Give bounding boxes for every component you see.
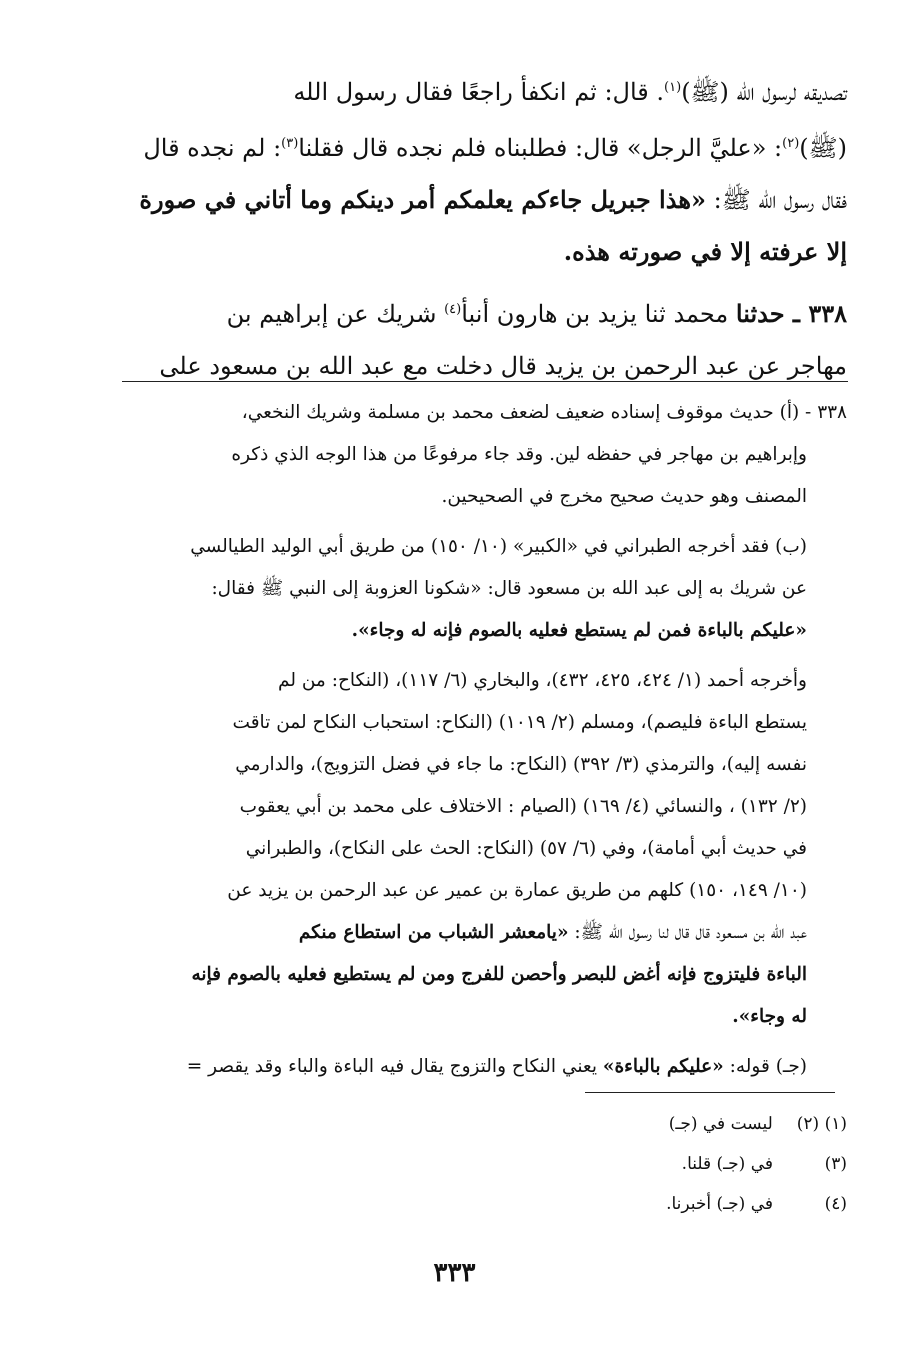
note-line: وإبراهيم بن مهاجر في حفظه لين. وقد جاء مرفوعًا من هذا الوجه الذي ذكره	[231, 444, 807, 465]
text-span: يعني النكاح والتزوج يقال فيه الباءة والباء وقد يقصر =	[186, 1056, 603, 1077]
main-line-1	[57, 62, 847, 118]
footnote	[247, 1184, 847, 1224]
hadith-quote: «هذا جبريل جاءكم يعلمكم أمر دينكم وما أتاني في صورة	[139, 185, 706, 214]
footnote-number: (٤)	[824, 1194, 847, 1214]
note-line: يستطع الباءة فليصم)، ومسلم (٢/ ١٠١٩) (النكاح: استحباب النكاح لمن تاقت	[232, 712, 807, 733]
text-span: عبد الله بن مسعود قال قال لنا رسول الله ﷺ:	[568, 922, 807, 943]
note-line: في حديث أبي أمامة)، وفي (٦/ ٥٧) (النكاح: الحث على النكاح)، والطبراني	[245, 838, 807, 859]
main-line-2	[57, 118, 847, 174]
note-line: عن شريك به إلى عبد الله بن مسعود قال: «شكونا العزوبة إلى النبي ﷺ فقال:	[211, 578, 807, 599]
footnote-ref: (٢)	[782, 136, 800, 151]
note-line	[47, 1046, 847, 1088]
text-span: محمد ثنا يزيد بن هارون أنبأ	[461, 300, 729, 328]
note-line: له وجاء».	[732, 1006, 807, 1027]
main-line-3	[57, 174, 847, 226]
main-text	[57, 62, 847, 392]
text-span: شريك عن إبراهيم بن	[226, 300, 437, 328]
text-span: تصديقه لرسول الله (ﷺ)	[681, 78, 847, 106]
note-line: الباءة فليتزوج فإنه أغض للبصر وأحصن للفرج ومن لم يستطيع فعليه بالصوم فإنه	[191, 964, 807, 985]
hadith-338-line-2: مهاجر عن عبد الرحمن بن يزيد قال دخلت مع عبد الله بن مسعود على	[159, 352, 847, 380]
hadith-quote: «يامعشر الشباب من استطاع منكم	[298, 922, 569, 943]
footnote-divider	[585, 1092, 835, 1093]
text-span: (جـ) قوله:	[723, 1056, 807, 1077]
note-line: ٣٣٨ - (أ) حديث موقوف إسناده ضعيف لضعف محمد بن مسلمة وشريك النخعي،	[241, 402, 847, 423]
footnote-text: في (جـ) أخبرنا.	[666, 1194, 773, 1214]
footnote-ref: (٣)	[281, 136, 299, 151]
footnote-ref: (٤)	[444, 302, 462, 317]
commentary	[47, 392, 847, 1088]
hadith-338-line-1	[57, 284, 847, 340]
note-line: نفسه إليه)، والترمذي (٣/ ٣٩٢) (النكاح: ما جاء في فضل التزويج)، والدارمي	[235, 754, 807, 775]
text-span: (ﷺ)	[799, 134, 847, 162]
note-line: (ب) فقد أخرجه الطبراني في «الكبير» (١٠/ ١٥٠) من طريق أبي الوليد الطيالسي	[190, 536, 807, 557]
main-line-4: إلا عرفته إلا في صورته هذه.	[563, 237, 847, 266]
footnote-text: في (جـ) قلنا.	[681, 1154, 773, 1174]
text-span: . قال: ثم انكفأ راجعًا فقال رسول الله	[293, 78, 665, 106]
footnote-number: (١) (٢)	[796, 1114, 847, 1134]
hadith-number: ٣٣٨ ـ حدثنا	[735, 299, 847, 328]
footnotes	[247, 1104, 847, 1224]
page-number: ٣٣٣	[433, 1258, 476, 1288]
section-divider	[122, 381, 848, 382]
footnote-text: ليست في (جـ)	[668, 1114, 773, 1134]
note-line: (١٠/ ١٤٩، ١٥٠) كلهم من طريق عمارة بن عمير عن عبد الرحمن بن يزيد عن	[227, 880, 807, 901]
text-span: : لم نجده قال	[143, 134, 282, 162]
note-line: المصنف وهو حديث صحيح مخرج في الصحيحين.	[441, 486, 807, 507]
text-span: فقال رسول الله ﷺ:	[705, 186, 847, 214]
note-line	[47, 912, 847, 954]
note-line: (٢/ ١٣٢) ، والنسائي (٤/ ١٦٩) (الصيام : الاختلاف على محمد بن أبي يعقوب	[239, 796, 807, 817]
quoted-term: «عليكم بالباءة»	[602, 1056, 724, 1077]
note-line: «عليكم بالباءة فمن لم يستطع فعليه بالصوم فإنه له وجاء».	[351, 620, 807, 641]
note-line: وأخرجه أحمد (١/ ٤٢٤، ٤٢٥، ٤٣٢)، والبخاري (٦/ ١١٧)، (النكاح: من لم	[278, 670, 807, 691]
footnote	[247, 1144, 847, 1184]
footnote	[247, 1104, 847, 1144]
text-span: : «عليَّ الرجل» قال: فطلبناه فلم نجده قال فقلنا	[298, 134, 783, 162]
footnote-number: (٣)	[824, 1154, 847, 1174]
footnote-ref: (١)	[664, 80, 682, 95]
